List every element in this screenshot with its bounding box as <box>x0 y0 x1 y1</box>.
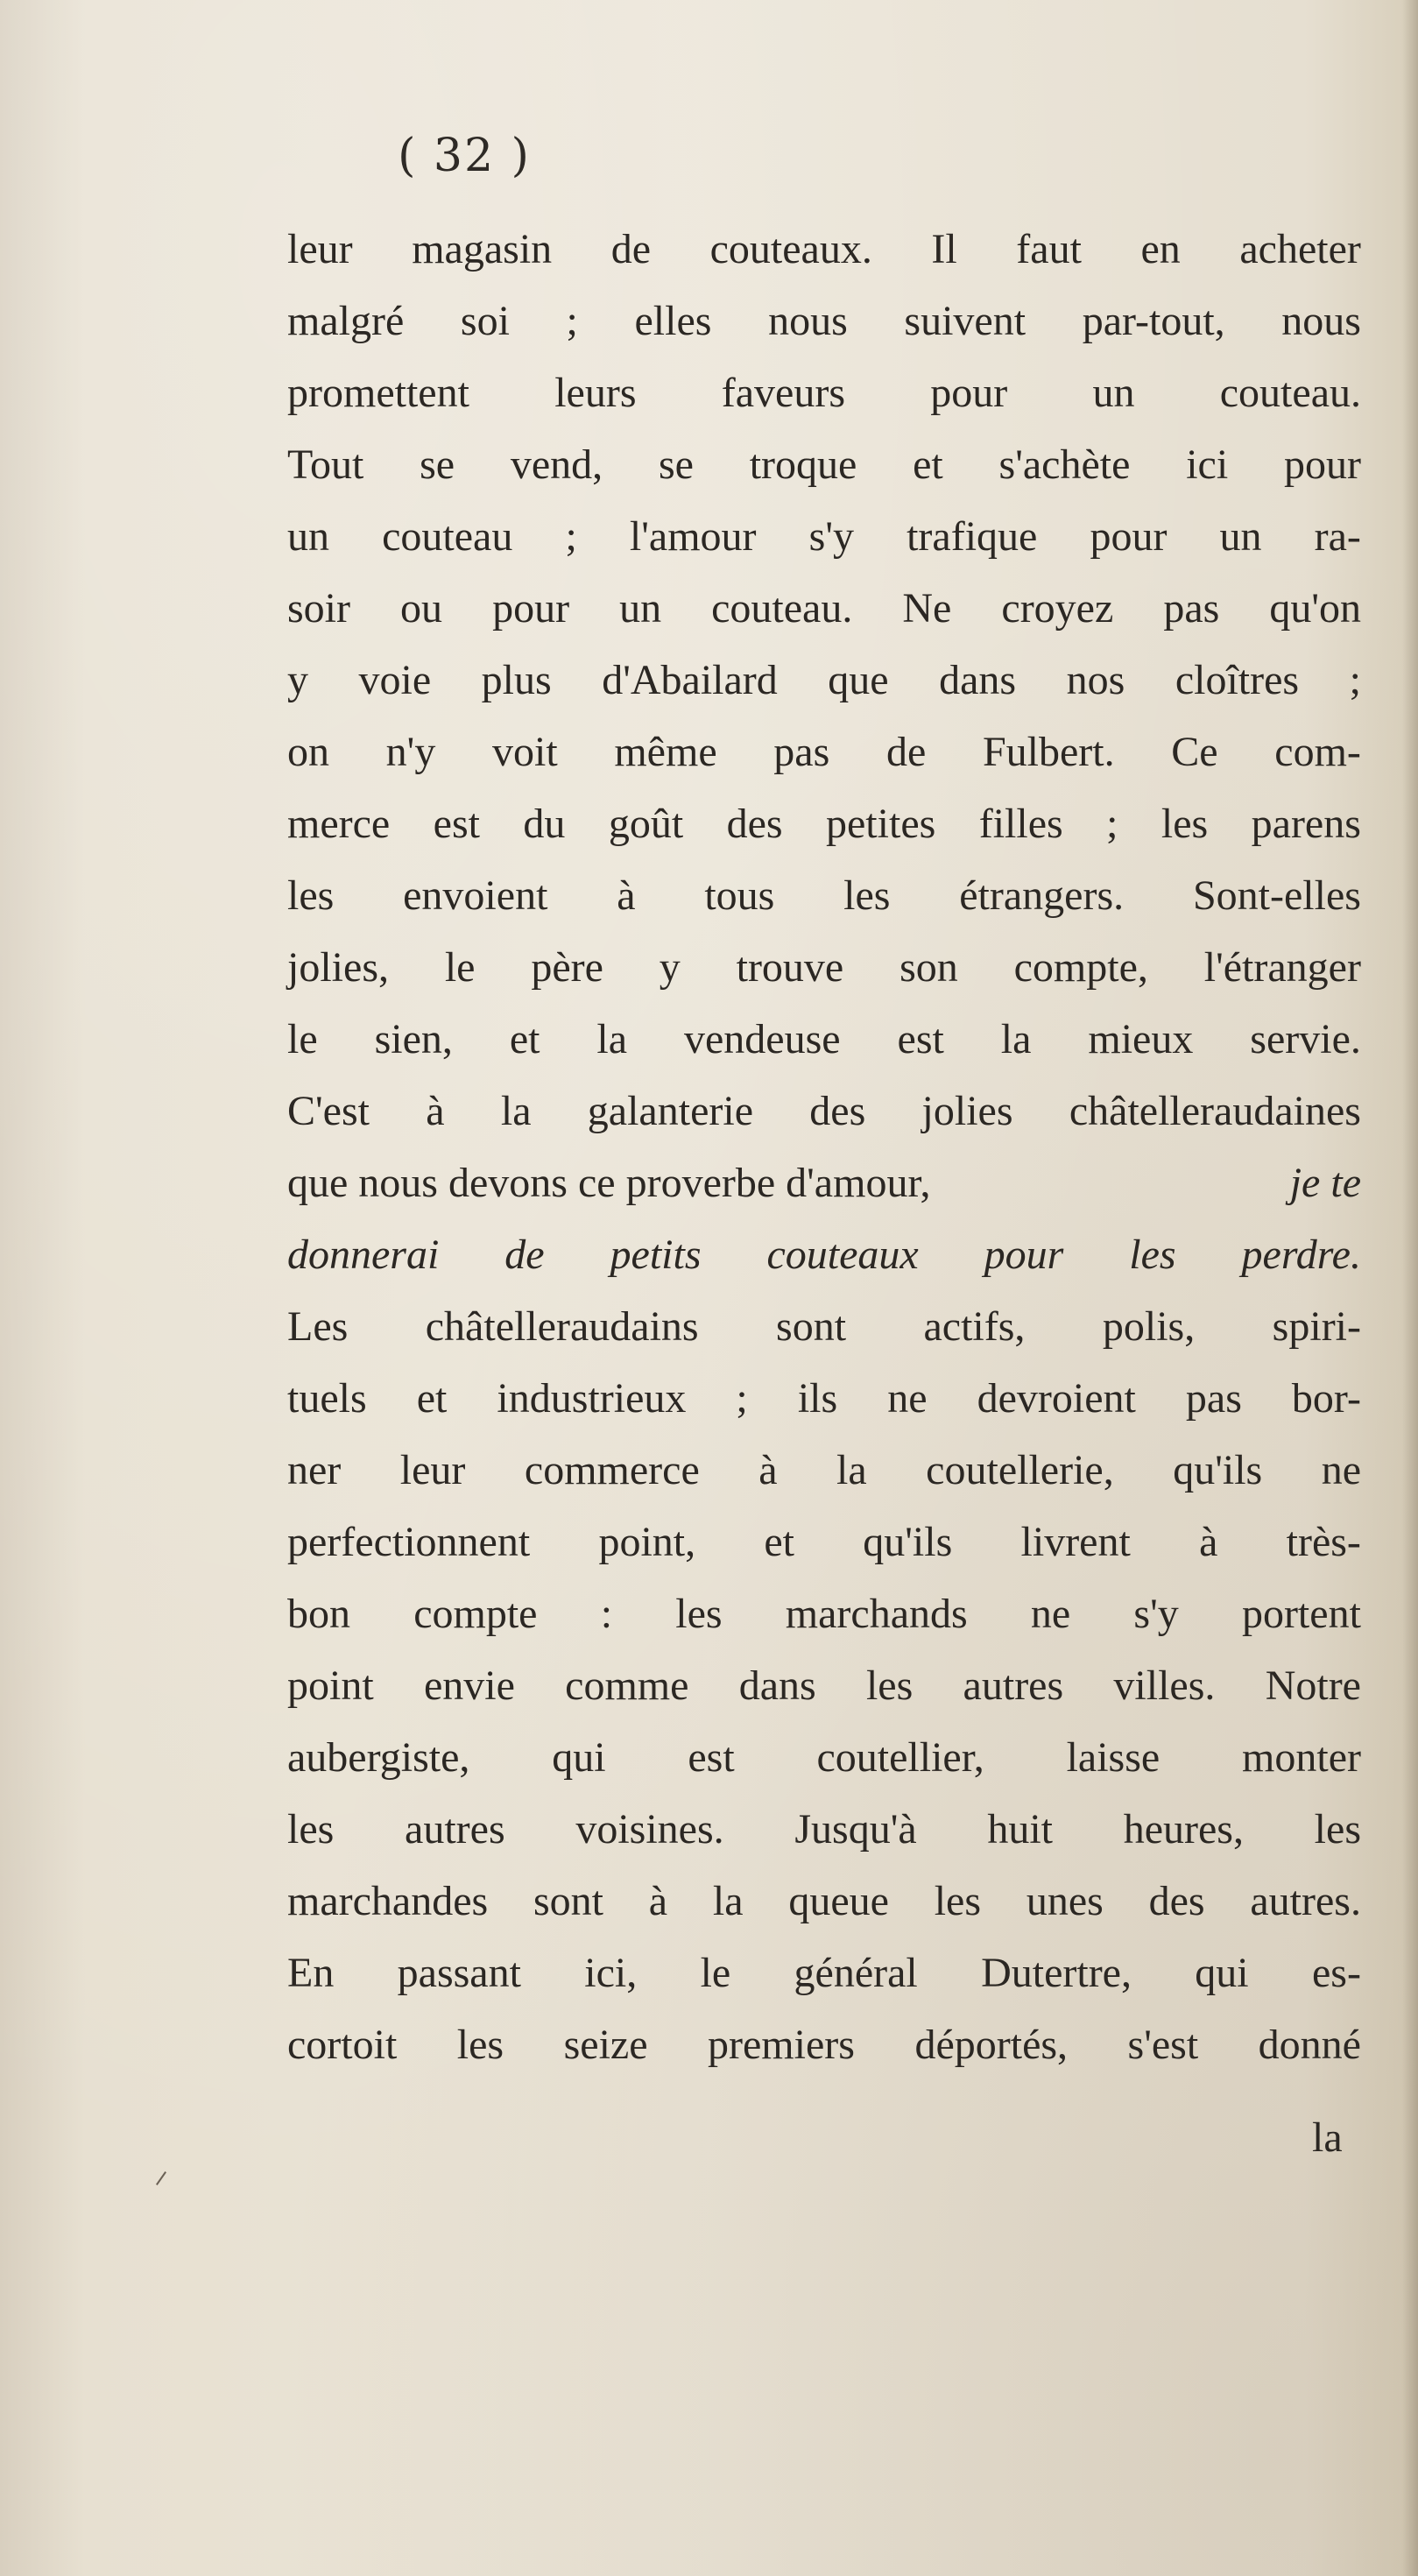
word: sien, <box>374 1016 453 1062</box>
word: faut <box>1016 226 1082 272</box>
ink-mark <box>156 2171 166 2185</box>
word: Les <box>287 1303 349 1350</box>
word: à <box>617 872 636 919</box>
word: les <box>1314 1806 1361 1853</box>
text-line <box>287 932 1361 1004</box>
word: y <box>659 944 681 991</box>
word: galanterie <box>587 1088 753 1134</box>
word: villes. <box>1113 1662 1216 1709</box>
text-line <box>287 1435 1361 1507</box>
word: pas <box>1185 1375 1242 1422</box>
word: pour <box>492 585 570 632</box>
word: com- <box>1274 729 1361 775</box>
text-line <box>287 860 1361 932</box>
word: aubergiste, <box>287 1734 470 1781</box>
word: autres. <box>1250 1878 1361 1924</box>
word: parens <box>1251 801 1361 847</box>
word: polis, <box>1102 1303 1196 1350</box>
word: la <box>712 1878 744 1924</box>
text-line <box>287 1291 1361 1363</box>
word: Il <box>931 226 957 272</box>
word: industrieux <box>497 1375 687 1422</box>
text-line <box>287 788 1361 860</box>
text-line-italic <box>287 1219 1361 1291</box>
word: jolies, <box>287 944 389 991</box>
word: malgré <box>287 298 405 344</box>
word: nos <box>1066 657 1125 703</box>
word: est <box>897 1016 944 1062</box>
word: de <box>504 1232 545 1278</box>
text-line <box>287 1004 1361 1076</box>
word: envoient <box>403 872 548 919</box>
word: dans <box>738 1662 816 1709</box>
word: seize <box>563 2022 648 2068</box>
word: très- <box>1286 1519 1361 1565</box>
word: l'amour <box>629 513 757 560</box>
word: trouve <box>736 944 844 991</box>
word: croyez <box>1001 585 1114 632</box>
word: compte <box>413 1591 538 1637</box>
page-edge-shadow <box>1402 0 1418 2576</box>
word: un <box>1219 513 1262 560</box>
word: soi <box>460 298 510 344</box>
word: livrent <box>1020 1519 1131 1565</box>
word: passant <box>397 1950 521 1996</box>
word: bon <box>287 1591 350 1637</box>
word: pas <box>1163 585 1220 632</box>
word: leurs <box>554 370 637 416</box>
word: ; <box>565 513 577 560</box>
word: qui <box>1195 1950 1249 1996</box>
word: un <box>1092 370 1135 416</box>
word: on <box>287 729 329 775</box>
word: Ce <box>1171 729 1218 775</box>
word: n'y <box>385 729 436 775</box>
word: filles <box>978 801 1063 847</box>
text-line <box>287 1076 1361 1147</box>
word: et <box>416 1375 448 1422</box>
word: marchands <box>785 1591 968 1637</box>
word: ici, <box>584 1950 638 1996</box>
word: tous <box>704 872 775 919</box>
word: promettent <box>287 370 469 416</box>
word: général <box>794 1950 918 1996</box>
text-line <box>287 1866 1361 1937</box>
word: pour <box>1283 441 1361 488</box>
word: ne <box>1321 1447 1361 1493</box>
word: voie <box>358 657 432 703</box>
word: déportés, <box>914 2022 1069 2068</box>
word: trafique <box>907 513 1038 560</box>
word: Tout <box>287 441 364 488</box>
word: troque <box>749 441 857 488</box>
word: coutellier, <box>816 1734 984 1781</box>
word: la <box>1000 1016 1032 1062</box>
word: mieux <box>1088 1016 1194 1062</box>
word: Jusqu'à <box>794 1806 917 1853</box>
text-line <box>287 716 1361 788</box>
word: devroient <box>977 1375 1136 1422</box>
text-line <box>287 286 1361 357</box>
word: couteau. <box>1219 370 1361 416</box>
word: Notre <box>1265 1662 1361 1709</box>
word: couteau. <box>711 585 853 632</box>
text-line <box>287 1578 1361 1650</box>
word: marchandes <box>287 1878 489 1924</box>
word: magasin <box>412 226 553 272</box>
body-text <box>287 214 1361 2081</box>
word: Sont-elles <box>1192 872 1361 919</box>
word: faveurs <box>721 370 846 416</box>
word: merce <box>287 801 391 847</box>
text-line <box>287 1650 1361 1722</box>
word: ne <box>1030 1591 1071 1637</box>
word: ici <box>1186 441 1229 488</box>
word: leur <box>287 226 353 272</box>
word: par-tout, <box>1082 298 1225 344</box>
word: petits <box>610 1232 702 1278</box>
word: les <box>843 872 891 919</box>
word: huit <box>987 1806 1054 1853</box>
word: servie. <box>1250 1016 1361 1062</box>
word: es- <box>1311 1950 1361 1996</box>
word: se <box>658 441 694 488</box>
word: que <box>828 657 889 703</box>
word: à <box>758 1447 778 1493</box>
text-line <box>287 1722 1361 1794</box>
word: ; <box>566 298 578 344</box>
text-line <box>287 645 1361 716</box>
word: de <box>610 226 652 272</box>
word: petites <box>826 801 936 847</box>
word: C'est <box>287 1088 370 1134</box>
word: les <box>934 1878 982 1924</box>
word: ; <box>736 1375 748 1422</box>
word: la <box>836 1447 867 1493</box>
word: les <box>1161 801 1209 847</box>
text-line <box>287 573 1361 645</box>
word: à <box>648 1878 668 1924</box>
word: des <box>809 1088 866 1134</box>
word: En <box>287 1950 335 1996</box>
word: qu'ils <box>863 1519 953 1565</box>
word: queue <box>788 1878 889 1924</box>
word: monter <box>1242 1734 1361 1781</box>
text-line <box>287 1363 1361 1435</box>
word: cloîtres <box>1175 657 1300 703</box>
word: commerce <box>524 1447 700 1493</box>
word: s'achète <box>998 441 1131 488</box>
word: : <box>600 1591 613 1637</box>
word: comme <box>565 1662 689 1709</box>
word: Dutertre, <box>981 1950 1132 1996</box>
word: le <box>700 1950 731 1996</box>
word: ils <box>797 1375 838 1422</box>
word: les <box>1129 1232 1176 1278</box>
word: perdre. <box>1241 1232 1361 1278</box>
word: sont <box>776 1303 847 1350</box>
word: unes <box>1026 1878 1104 1924</box>
word: la <box>596 1016 628 1062</box>
word: couteau <box>382 513 513 560</box>
word: père <box>531 944 603 991</box>
word: un <box>287 513 329 560</box>
italic-quote: je te <box>1289 1160 1361 1206</box>
word: acheter <box>1239 226 1361 272</box>
word: ; <box>1349 657 1361 703</box>
word: vend, <box>510 441 603 488</box>
word: bor- <box>1291 1375 1361 1422</box>
word: châtelleraudains <box>425 1303 699 1350</box>
word: les <box>287 872 335 919</box>
word: se <box>420 441 455 488</box>
word: de <box>885 729 927 775</box>
word: pour <box>930 370 1008 416</box>
word: d'Abailard <box>602 657 778 703</box>
word: ou <box>400 585 443 632</box>
word: autres <box>405 1806 505 1853</box>
text-line <box>287 1507 1361 1578</box>
word: les <box>287 1806 335 1853</box>
word: donnerai <box>287 1232 440 1278</box>
word: voisines. <box>575 1806 724 1853</box>
word: Ne <box>902 585 952 632</box>
word: goût <box>608 801 684 847</box>
word: à <box>1199 1519 1218 1565</box>
word: s'y <box>808 513 854 560</box>
word: jolies <box>921 1088 1013 1134</box>
word: châtelleraudaines <box>1069 1088 1361 1134</box>
word: qu'ils <box>1173 1447 1263 1493</box>
word: étrangers. <box>959 872 1125 919</box>
word: autres <box>963 1662 1064 1709</box>
word: y <box>287 657 308 703</box>
word: point <box>287 1662 374 1709</box>
text-line <box>287 357 1361 429</box>
word: elles <box>634 298 712 344</box>
word: les <box>865 1662 914 1709</box>
text-line <box>287 214 1361 286</box>
word: spiri- <box>1272 1303 1361 1350</box>
word: perfectionnent <box>287 1519 531 1565</box>
catchword: la <box>1312 2114 1343 2161</box>
word: leur <box>399 1447 466 1493</box>
word: s'y <box>1133 1591 1179 1637</box>
word: ne <box>887 1375 928 1422</box>
word: plus <box>481 657 552 703</box>
word: et <box>509 1016 540 1062</box>
word: pour <box>1090 513 1168 560</box>
word: laisse <box>1066 1734 1161 1781</box>
word: ner <box>287 1447 342 1493</box>
text-line <box>287 2009 1361 2081</box>
word: portent <box>1241 1591 1361 1637</box>
word: vendeuse <box>684 1016 841 1062</box>
word: actifs, <box>923 1303 1026 1350</box>
word: ; <box>1106 801 1118 847</box>
word: ra- <box>1314 513 1361 560</box>
word: le <box>287 1016 318 1062</box>
word: compte, <box>1013 944 1148 991</box>
text-line <box>287 501 1361 573</box>
word: cortoit <box>287 2022 398 2068</box>
page-number: ( 32 ) <box>398 130 531 182</box>
word: pas <box>773 729 830 775</box>
word: voit <box>492 729 558 775</box>
word: en <box>1140 226 1181 272</box>
word: dans <box>939 657 1017 703</box>
word: donné <box>1258 2022 1361 2068</box>
word: coutellerie, <box>926 1447 1114 1493</box>
word: les <box>456 2022 504 2068</box>
word: son <box>899 944 958 991</box>
word: à <box>426 1088 445 1134</box>
word: qui <box>552 1734 606 1781</box>
word: qu'on <box>1269 585 1361 632</box>
word: Fulbert. <box>982 729 1115 775</box>
text-line <box>287 429 1361 501</box>
word: sont <box>533 1878 604 1924</box>
word: tuels <box>287 1375 367 1422</box>
word: est <box>433 801 480 847</box>
word: des <box>726 801 783 847</box>
word: et <box>913 441 943 488</box>
word: même <box>614 729 717 775</box>
word: s'est <box>1127 2022 1199 2068</box>
word: nous <box>1281 298 1361 344</box>
word: des <box>1148 1878 1205 1924</box>
word: suivent <box>904 298 1026 344</box>
word: du <box>523 801 566 847</box>
word: soir <box>287 585 350 632</box>
word: couteaux <box>766 1232 919 1278</box>
text-line: que nous devons ce proverbe d'amour, je te <box>287 1147 1361 1219</box>
word: les <box>675 1591 723 1637</box>
word: est <box>688 1734 735 1781</box>
word: point, <box>598 1519 696 1565</box>
word: premiers <box>708 2022 855 2068</box>
word: le <box>444 944 476 991</box>
text-line <box>287 1937 1361 2009</box>
word: pour <box>984 1232 1064 1278</box>
word: nous <box>768 298 848 344</box>
text-line <box>287 1794 1361 1866</box>
word: et <box>764 1519 795 1565</box>
word: envie <box>423 1662 515 1709</box>
word: la <box>500 1088 532 1134</box>
word: heures, <box>1123 1806 1244 1853</box>
word: un <box>619 585 662 632</box>
word: couteaux. <box>709 226 872 272</box>
word: l'étranger <box>1203 944 1361 991</box>
